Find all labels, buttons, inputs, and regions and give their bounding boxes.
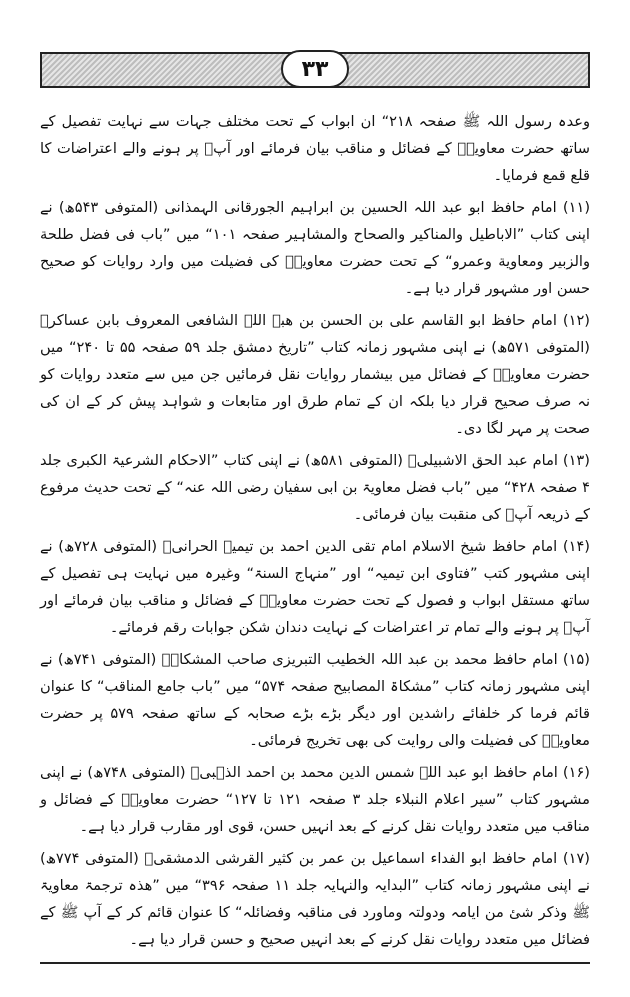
- paragraph-14: (۱۴) امام حافظ شیخ الاسلام امام تقی الدین احمد بن تیمیہ الحرانیؒ (المتوفی ۷۲۸ھ) نے اپنی مشہور کتب ”فتاوی ابن تیمیہ“ اور ”منہاج السنۃ“ وغیرہ میں نہایت ہی تفصیل کے ساتھ مستقل ابواب و فصول کے تحت حضرت معاویہؓ کے فضائل و مناقب بیان فرمائے اور آپؓ پر ہونے والے تمام تر اعتراضات کے نہایت دندان شکن جوابات رقم فرمائے۔: [40, 538, 590, 636]
- footer-divider: [40, 962, 590, 964]
- page-number: ۳۳: [281, 50, 349, 88]
- paragraph-11: (۱۱) امام حافظ ابو عبد اللہ الحسین بن ابراہیم الجورقانی الہمذانی (المتوفی ۵۴۳ھ) نے اپنی کتاب ”الاباطیل والمناکیر والصحاح والمشاہیر صفحہ ۱۰۱“ میں ”باب فی فضل طلحة والزبیر ومعاویة وعمرو“ کے تحت حضرت معاویہؓ کی فضیلت میں وارد روایات کو صحیح حسن اور مشہور قرار دیا ہے۔: [40, 199, 591, 297]
- paragraph-intro: وعدہ رسول اللہ ﷺ صفحہ ۲۱۸“ ان ابواب کے تحت مختلف جہات سے نہایت تفصیل کے ساتھ حضرت معاویہؓ کے فضائل و مناقب بیان فرمائے اور آپؓ پر ہونے والے اعتراضات کا قلع قمع فرمایا۔: [40, 113, 590, 184]
- paragraph-12: (۱۲) امام حافظ ابو القاسم علی بن الحسن بن ھبۃ اللہ الشافعی المعروف بابن عساکرؒ (المتوفی ۵۷۱ھ) نے اپنی مشہور زمانہ کتاب ”تاریخ دمشق جلد ۵۹ صفحہ ۵۵ تا ۲۴۰“ میں حضرت معاویہؓ کے فضائل میں بیشمار روایات نقل فرمائیں جن میں سے متعدد روایات کو نہ صرف صحیح قرار دیا بلکہ ان کے تمام طرق اور متابعات و شواہد پیش کر کے ان کی صحت پر مہر لگا دی۔: [40, 312, 591, 437]
- paragraph-13: (۱۳) امام عبد الحق الاشبیلیؒ (المتوفی ۵۸۱ھ) نے اپنی کتاب ”الاحکام الشرعیۃ الکبری جلد ۴ صفحہ ۴۲۸“ میں ”باب فضل معاویۃ بن ابی سفیان رضی اللہ عنہ“ کے تحت حدیث مرفوع کے ذریعہ آپؓ کی منقبت بیان فرمائی۔: [40, 452, 590, 523]
- paragraph-15: (۱۵) امام حافظ محمد بن عبد اللہ الخطیب التبریزی صاحب المشکاۃؒ (المتوفی ۷۴۱ھ) نے اپنی مشہور زمانہ کتاب ”مشکاۃ المصابیح صفحہ ۵۷۴“ میں ”باب جامع المناقب“ کا عنوان قائم فرما کر خلفائے راشدین اور دیگر بڑے بڑے صحابہ کے ساتھ صفحہ ۵۷۹ پر حضرت معاویہؓ کی فضیلت والی روایت کی بھی تخریج فرمائی۔: [40, 651, 591, 749]
- paragraph-16: (۱۶) امام حافظ ابو عبد اللہ شمس الدین محمد بن احمد الذہبیؒ (المتوفی ۷۴۸ھ) نے اپنی مشہور کتاب ”سیر اعلام النبلاء جلد ۳ صفحہ ۱۲۱ تا ۱۲۷“ حضرت معاویہؓ کے فضائل و مناقب میں متعدد روایات نقل کرنے کے بعد انہیں حسن، قوی اور مقارب قرار دیا ہے۔: [40, 764, 590, 835]
- paragraph-17: (۱۷) امام حافظ ابو الفداء اسماعیل بن عمر بن کثیر القرشی الدمشقیؒ (المتوفی ۷۷۴ھ) نے اپنی مشہور زمانہ کتاب ”البدایہ والنہایہ جلد ۱۱ صفحہ ۳۹۶“ میں ”ھذہ ترجمۃ معاویۃ ﷺ وذکر شیٔ من ایامہ ودولتہ وماورد فی مناقبہ وفضائلہ“ کا عنوان قائم کر کے آپ ﷺ کے فضائل میں متعدد روایات نقل کرنے کے بعد انہیں صحیح و حسن قرار دیا ہے۔: [40, 850, 590, 948]
- page-body: [40, 108, 590, 958]
